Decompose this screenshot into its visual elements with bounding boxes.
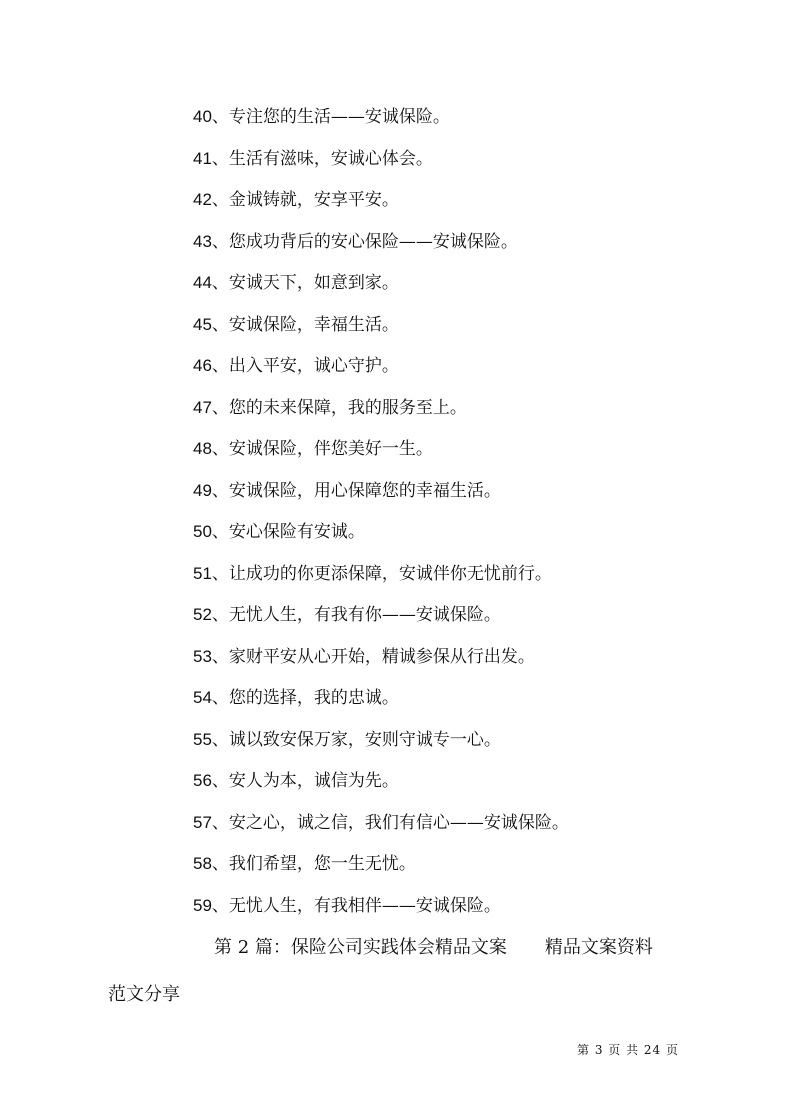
item-number: 57 [193, 812, 212, 832]
item-text: 、家财平安从心开始，精诚参保从行出发。 [211, 646, 535, 667]
list-item [193, 726, 569, 768]
item-number: 58 [193, 854, 212, 873]
item-text: 、安诚保险，幸福生活。 [211, 314, 399, 335]
item-text: 、专注您的生活——安诚保险。 [211, 107, 450, 127]
list-item [193, 394, 569, 436]
section-tag: 精品文案资料 [544, 937, 653, 958]
item-number: 53 [193, 646, 212, 666]
item-number: 42 [193, 190, 212, 209]
item-text: 、安心保险有安诚。 [211, 522, 365, 542]
section-heading-line [108, 931, 698, 965]
item-text: 、安诚天下，如意到家。 [211, 273, 399, 293]
item-number: 45 [193, 314, 212, 334]
list-item [193, 269, 569, 311]
item-number: 41 [193, 148, 212, 168]
item-text: 、诚以致安保万家，安则守诚专一心。 [211, 729, 501, 750]
list-item [193, 767, 569, 809]
item-number: 48 [193, 439, 212, 458]
section-heading: 第 2 篇：保险公司实践体会精品文案 [214, 937, 507, 958]
list-item [193, 560, 569, 602]
item-text: 、您的选择，我的忠诚。 [211, 688, 399, 708]
item-number: 50 [193, 522, 212, 541]
section-continuation: 范文分享 [108, 984, 180, 1005]
list-item [193, 601, 569, 643]
list-item [193, 850, 569, 892]
list-item [193, 892, 569, 934]
list-item [193, 518, 569, 560]
item-text: 、安之心，诚之信，我们有信心——安诚保险。 [211, 812, 569, 833]
item-number: 51 [193, 563, 212, 583]
list-item [193, 186, 569, 228]
item-text: 、我们希望，您一生无忧。 [211, 854, 416, 874]
item-number: 49 [193, 480, 212, 500]
list-item [193, 435, 569, 477]
item-text: 、安诚保险，伴您美好一生。 [211, 439, 433, 459]
item-text: 、生活有滋味，安诚心体会。 [211, 148, 433, 169]
item-number: 52 [193, 605, 212, 624]
item-text: 、让成功的你更添保障，安诚伴你无忧前行。 [211, 563, 552, 584]
item-text: 、金诚铸就，安享平安。 [211, 190, 399, 210]
item-text: 、您的未来保障，我的服务至上。 [211, 397, 467, 418]
list-item [193, 477, 569, 519]
item-number: 56 [193, 771, 212, 790]
list-item [193, 352, 569, 394]
item-number: 54 [193, 688, 212, 707]
item-number: 46 [193, 356, 212, 375]
slogan-list [193, 103, 569, 933]
item-number: 55 [193, 729, 212, 749]
item-number: 59 [193, 895, 212, 915]
list-item [193, 643, 569, 685]
item-number: 40 [193, 107, 212, 126]
item-number: 47 [193, 397, 212, 417]
item-text: 、您成功背后的安心保险——安诚保险。 [211, 231, 518, 252]
page-footer: 第 3 页 共 24 页 [577, 1043, 679, 1057]
item-number: 43 [193, 231, 212, 251]
item-text: 、无忧人生，有我有你——安诚保险。 [211, 605, 501, 625]
item-text: 、出入平安，诚心守护。 [211, 356, 399, 376]
item-text: 、安诚保险，用心保障您的幸福生活。 [211, 480, 501, 501]
list-item [193, 311, 569, 353]
list-item [193, 809, 569, 851]
item-text: 、安人为本，诚信为先。 [211, 771, 399, 791]
item-text: 、无忧人生，有我相伴——安诚保险。 [211, 895, 501, 916]
list-item [193, 145, 569, 187]
list-item [193, 103, 569, 145]
list-item [193, 228, 569, 270]
section-heading-block [108, 931, 698, 1012]
item-number: 44 [193, 273, 212, 292]
list-item [193, 684, 569, 726]
